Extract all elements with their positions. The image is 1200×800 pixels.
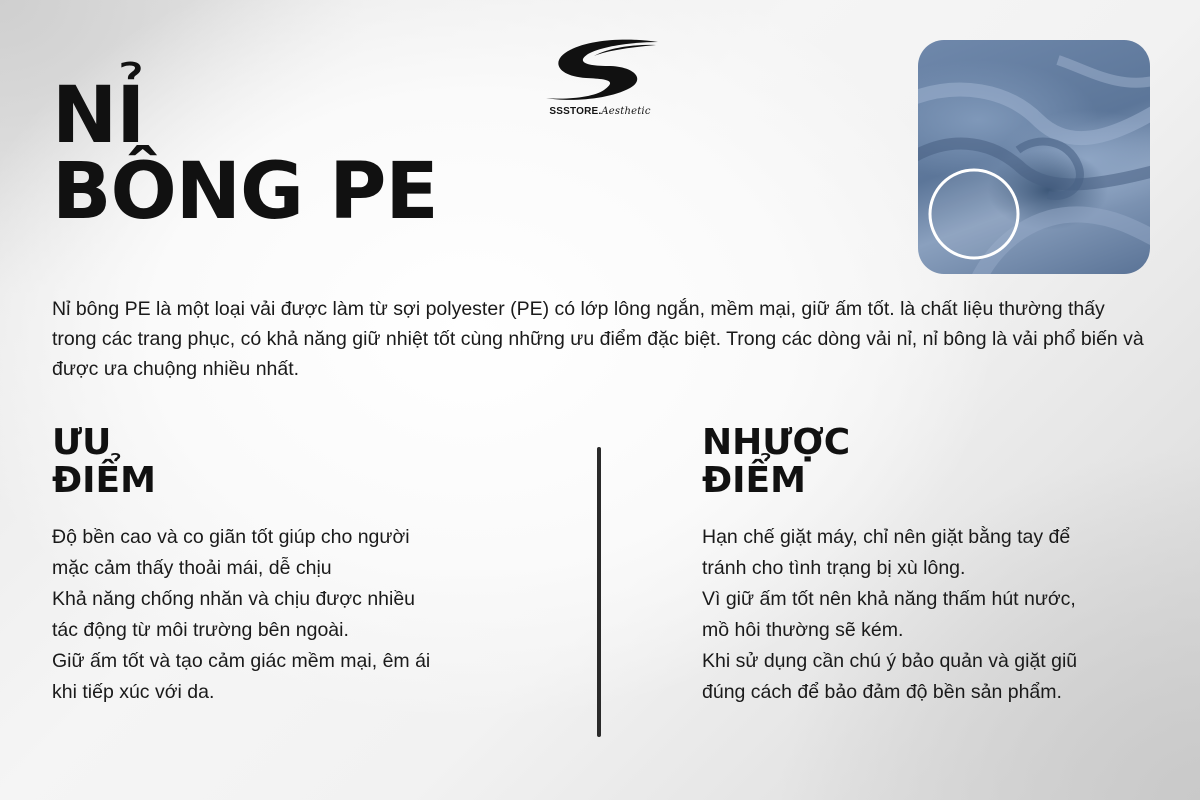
cons-heading [702, 424, 850, 500]
title-line-2: BÔNG PE [52, 147, 438, 238]
brand-logo [538, 36, 662, 126]
brand-tagline: Aesthetic [601, 106, 651, 117]
pros-heading-line-2: ĐIỂM [52, 460, 156, 501]
brand-name-text: SSSTORE. [549, 106, 602, 117]
pros-line: Giữ ấm tốt và tạo cảm giác mềm mại, êm ái [52, 650, 431, 672]
cons-line: đúng cách để bảo đảm độ bền sản phẩm. [702, 681, 1062, 703]
cons-heading-line-1: NHƯỢC [702, 422, 851, 463]
brand-name [538, 106, 662, 117]
pros-line: mặc cảm thấy thoải mái, dễ chịu [52, 557, 332, 579]
cons-line: Hạn chế giặt máy, chỉ nên giặt bằng tay để [702, 526, 1071, 548]
cons-line: Khi sử dụng cần chú ý bảo quản và giặt giũ [702, 650, 1078, 672]
cons-line: tránh cho tình trạng bị xù lông. [702, 557, 966, 579]
pros-list [52, 522, 522, 708]
pros-line: khi tiếp xúc với da. [52, 681, 215, 703]
column-divider [597, 447, 601, 737]
pros-heading-line-1: ƯU [52, 422, 112, 463]
fabric-photo [918, 40, 1150, 274]
cons-line: Vì giữ ấm tốt nên khả năng thấm hút nước, [702, 588, 1076, 610]
pros-line: Độ bền cao và co giãn tốt giúp cho người [52, 526, 410, 548]
page-title [52, 71, 438, 238]
cons-line: mồ hôi thường sẽ kém. [702, 619, 904, 641]
blue-fleece-fabric-photo [918, 40, 1150, 274]
pros-heading [52, 424, 156, 500]
pros-line: Khả năng chống nhăn và chịu được nhiều [52, 588, 416, 610]
intro-paragraph: Nỉ bông PE là một loại vải được làm từ sợi polyester (PE) có lớp lông ngắn, mềm mại, giữ ấm tốt. là chất liệu thường thấy trong các trang phục, có khả năng giữ nhiệt tốt cùng những ưu điểm đặc biệt. Trong các dòng vải nỉ, nỉ bông là vải phổ biến và được ưa chuộng nhiều nhất. [52, 298, 1144, 380]
swoosh-s-logo-icon [538, 36, 662, 104]
cons-list [702, 522, 1152, 708]
pros-line: tác động từ môi trường bên ngoài. [52, 619, 349, 641]
title-line-1: NỈ [52, 71, 145, 161]
cons-heading-line-2: ĐIỂM [702, 460, 806, 501]
